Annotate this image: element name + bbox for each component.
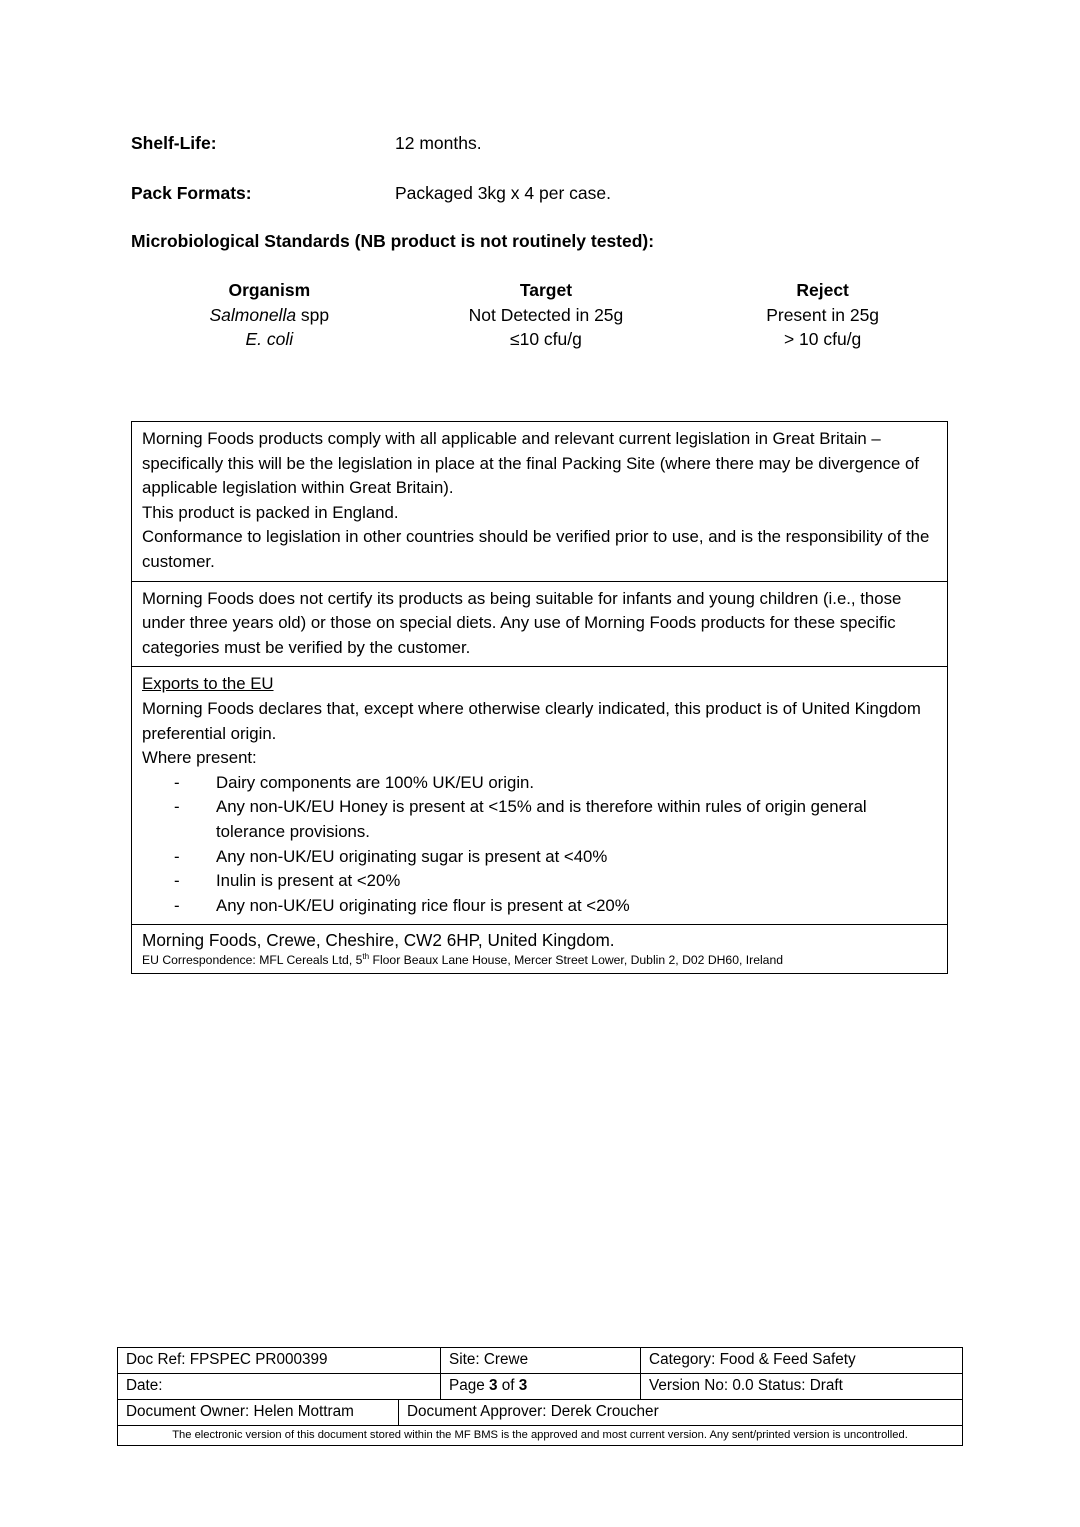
statement-infants [132,582,947,668]
cell-page [441,1374,641,1400]
exports-title [142,672,939,697]
exports-bullet-list [142,771,939,919]
page-total: 3 [518,1377,528,1394]
legislation-paragraph-3: Conformance to legislation in other countries should be verified prior to use, and is the responsibility of the customer. [142,527,930,571]
cell-reject: > 10 cfu/g [783,329,862,349]
organism-name-rest: spp [296,304,330,325]
exports-paragraph-2: Where present: [142,748,257,768]
list-item [142,845,939,870]
infants-paragraph-1: Morning Foods does not certify its products as being suitable for infants and young children (i.e., those under three years old) or those on special diets. Any use of Morning Foods products for these specific categories must be verified by the customer. [142,588,902,657]
list-item [142,795,939,844]
document-control-table [117,1347,963,1446]
page-label-mid: of [497,1377,519,1394]
shelf-life-value: 12 months. [395,133,482,153]
cell-document-approver: Document Approver: Derek Croucher [399,1400,963,1426]
list-item-text: Dairy components are 100% UK/EU origin. [216,772,535,792]
statement-address [132,925,947,973]
company-address: Morning Foods, Crewe, Cheshire, CW2 6HP, United Kingdom. [142,930,615,951]
organism-name-italic: E. coli [245,329,294,349]
cell-date: Date: [118,1374,441,1400]
cell-site: Site: Crewe [441,1348,641,1374]
legislation-paragraph-2: This product is packed in England. [142,502,399,522]
pack-formats-value: Packaged 3kg x 4 per case. [395,183,611,203]
table-header-row [131,278,961,303]
statement-exports-eu [132,667,947,925]
cell-target: Not Detected in 25g [468,304,624,325]
dash-marker: - [174,871,180,891]
pack-formats-label: Pack Formats: [131,183,252,203]
column-header-organism: Organism [228,280,311,300]
table-row-date [118,1374,963,1400]
legal-statements-box [131,421,948,974]
dash-marker: - [174,846,180,866]
page-label-pre: Page [449,1377,489,1394]
cell-category: Category: Food & Feed Safety [641,1348,963,1374]
cell-organism [131,303,408,328]
column-header-reject: Reject [796,280,849,300]
dash-marker: - [174,772,180,792]
page-number: 3 [489,1377,498,1394]
list-item-text: Any non-UK/EU originating sugar is present at <40% [216,846,608,866]
microbiological-standards-table [131,278,961,352]
cell-version: Version No: 0.0 Status: Draft [641,1374,963,1400]
dash-marker: - [174,797,180,817]
field-row-pack-formats [131,181,961,205]
list-item-text: Any non-UK/EU originating rice flour is present at <20% [216,895,630,915]
eu-correspondence-address [142,952,939,969]
microbiological-standards-heading: Microbiological Standards (NB product is not routinely tested): [131,231,655,251]
table-row-doc-ref [118,1348,963,1374]
organism-name-italic: Salmonella [209,304,297,325]
table-row [131,327,961,352]
cell-disclaimer: The electronic version of this document stored within the MF BMS is the approved and most current version. Any sent/printed version is uncontrolled. [118,1426,963,1446]
column-header-target: Target [519,280,573,300]
table-row [131,303,961,328]
eu-correspondence-pre: EU Correspondence: MFL Cereals Ltd, 5 [142,953,363,968]
cell-document-owner: Document Owner: Helen Mottram [118,1400,399,1426]
list-item [142,894,939,919]
exports-paragraph-1: Morning Foods declares that, except where otherwise clearly indicated, this product is of United Kingdom preferential origin. [142,698,921,743]
dash-marker: - [174,895,180,915]
cell-doc-ref: Doc Ref: FPSPEC PR000399 [118,1348,441,1374]
list-item [142,771,939,796]
list-item [142,869,939,894]
field-row-shelf-life [131,131,961,155]
table-row-owner-approver [118,1400,963,1426]
statement-legislation [132,422,947,582]
cell-target: ≤10 cfu/g [510,329,582,349]
list-item-text: Inulin is present at <20% [216,871,401,891]
cell-organism [131,327,408,352]
cell-reject: Present in 25g [766,304,880,325]
exports-title-text: Exports to the EU [142,674,274,694]
shelf-life-label: Shelf-Life: [131,133,217,153]
eu-correspondence-post: Floor Beaux Lane House, Mercer Street Lower, Dublin 2, D02 DH60, Ireland [369,953,784,968]
ordinal-suffix: th [362,952,370,962]
table-row-disclaimer [118,1426,963,1446]
list-item-text: Any non-UK/EU Honey is present at <15% and is therefore within rules of origin general tolerance provisions. [216,797,867,841]
legislation-paragraph-1: Morning Foods products comply with all applicable and relevant current legislation in Great Britain – specifically this will be the legislation in place at the final Packing Site (where there may be divergence of applicable legislation within Great Britain). [142,429,920,498]
